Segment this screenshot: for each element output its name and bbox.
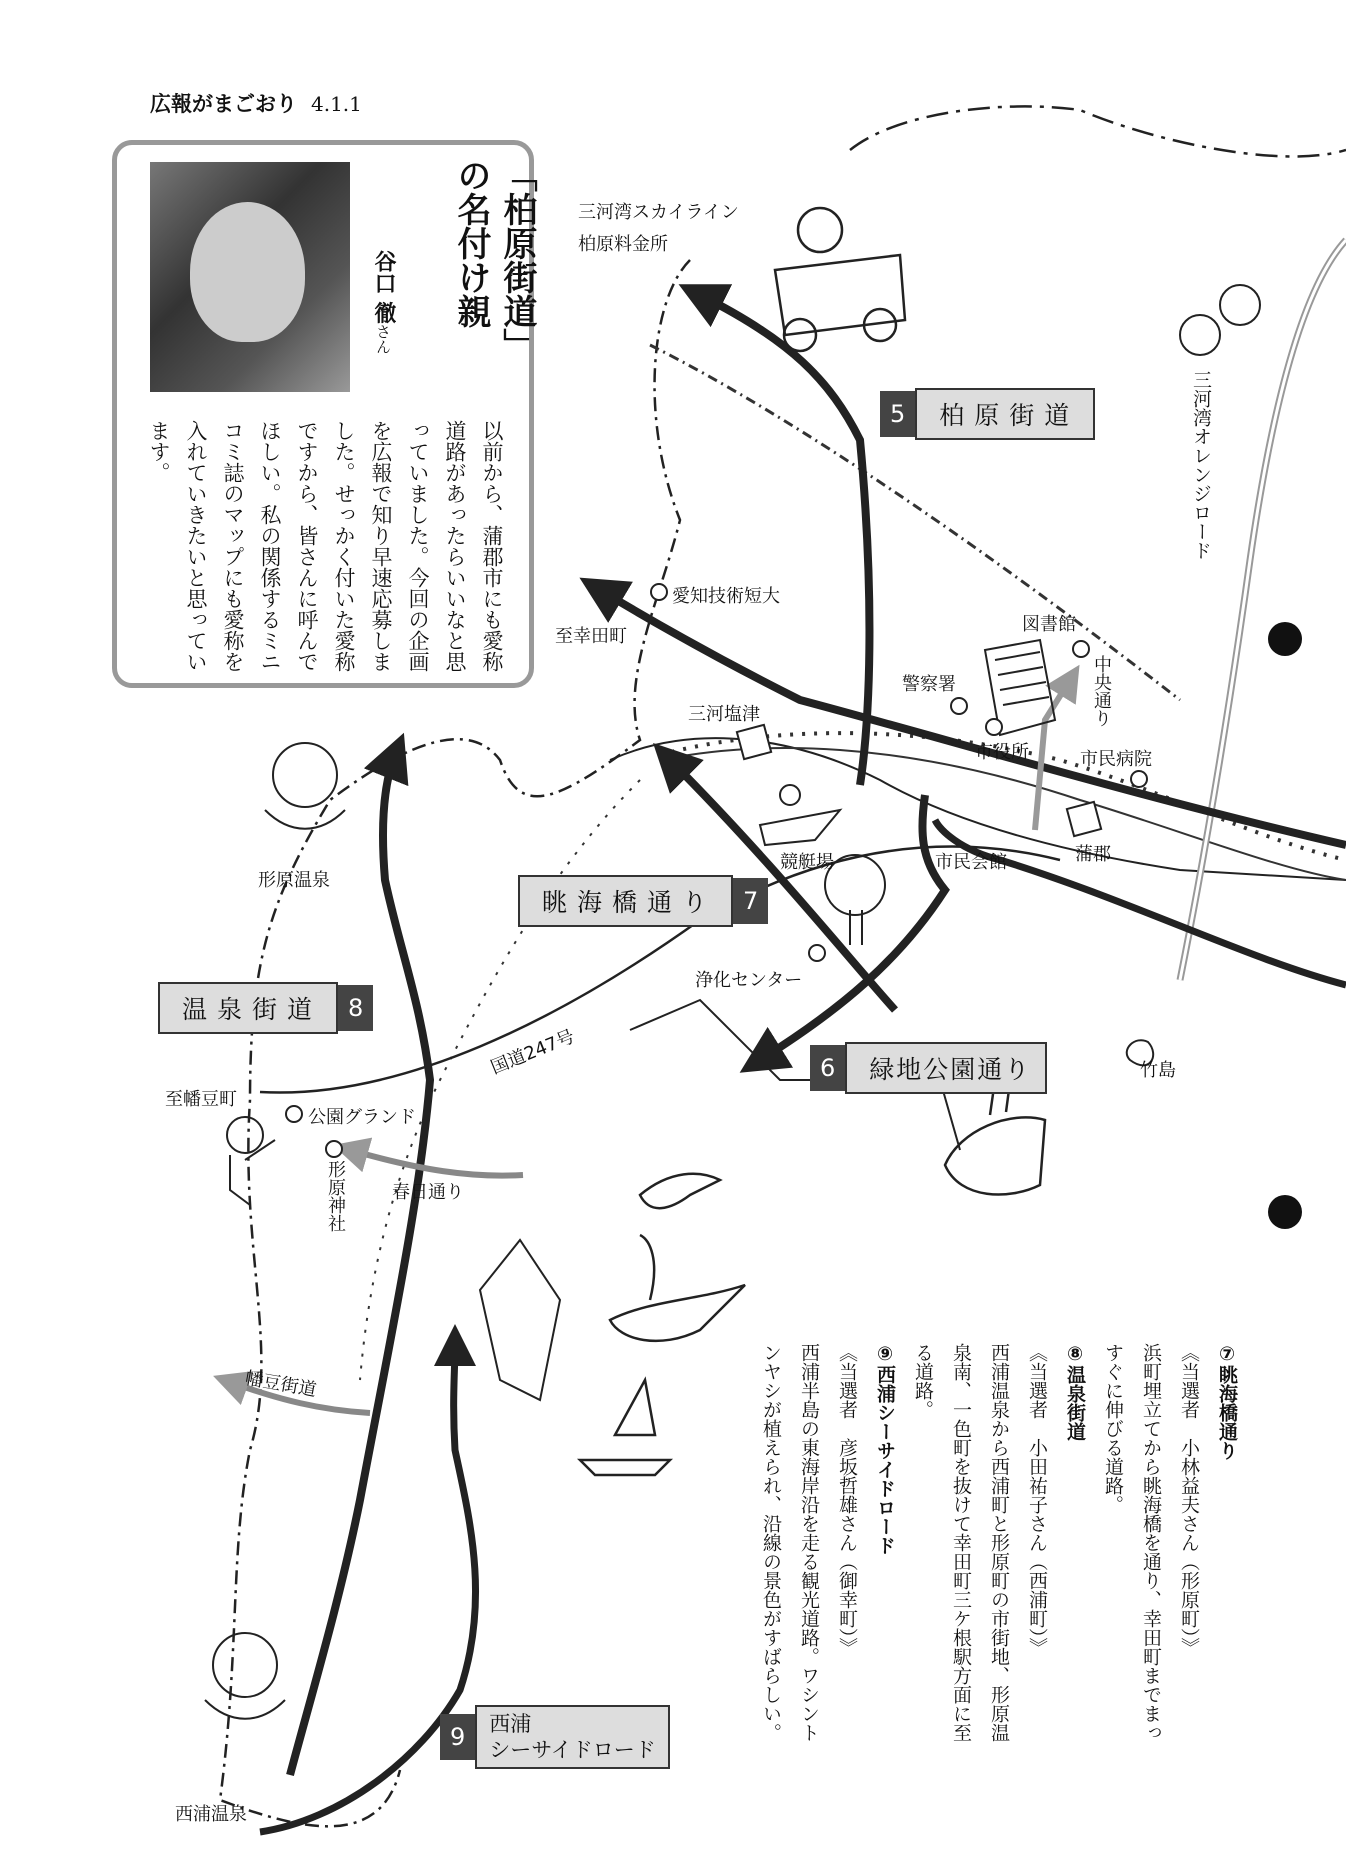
label-library: 図書館 (1022, 614, 1076, 635)
car-illustration (775, 208, 905, 351)
label-takeshima: 竹島 (1140, 1060, 1176, 1081)
profile-body: 以前から、蒲郡市にも愛称道路があったらいいなと思っていました。今回の企画を広報で知り早速応募しました。せっかく付いた愛称ですから、皆さんに呼んでほしい。私の関係するミニコミ誌のマップにも愛称を入れていきたいと思っています。 (147, 420, 504, 672)
label-katahara-onsen: 形原温泉 (258, 870, 330, 891)
label-tollgate: 柏原料金所 (578, 234, 668, 255)
park-ground-marker (285, 1105, 303, 1123)
road-7-label[interactable] (518, 875, 768, 927)
label-police: 警察署 (902, 674, 956, 695)
label-purification: 浄化センター (695, 970, 803, 991)
purification-marker (808, 944, 826, 962)
road-6-east (935, 820, 1346, 985)
road-9-label[interactable] (440, 1705, 670, 1769)
label-shiotsu: 三河塩津 (688, 704, 760, 725)
label-nishiura-onsen: 西浦温泉 (175, 1804, 247, 1825)
shiotsu-station (737, 725, 771, 759)
gamagori-station (1067, 802, 1101, 836)
road-6-number: 6 (810, 1045, 845, 1091)
desc-7-text: 浜町埋立てから眺海橋を通り、幸田町までまっすぐに伸びる道路。 (1102, 1343, 1162, 1742)
label-gamagori: 蒲郡 (1075, 844, 1111, 865)
road-6-line (760, 795, 945, 1060)
road-7-number: 7 (733, 878, 768, 924)
label-kasuga: 春日通り (392, 1182, 464, 1203)
desc-8-winner: 《当選者 小田祐子さん（西浦町）》 (1026, 1343, 1048, 1657)
aichi-tech-marker (650, 583, 668, 601)
label-park-ground: 公園グランド (308, 1107, 416, 1128)
label-katahara-shrine: 形原神社 (325, 1160, 346, 1232)
hospital-marker (1130, 770, 1148, 788)
baseball-player-illustration (227, 1117, 275, 1205)
city-hall-marker (985, 718, 1003, 736)
road-9-name: 西浦 シーサイドロード (475, 1705, 670, 1769)
desc-7-title: ⑦眺海橋通り (1216, 1343, 1238, 1460)
profile-name: 谷口 徹さん (371, 250, 396, 354)
shrine-marker (325, 1140, 343, 1158)
label-chuo: 中央通り (1091, 655, 1112, 727)
desc-9-title: ⑨西浦シーサイドロード (874, 1343, 896, 1555)
profile-title: 「柏原街道」の名付け親 (451, 158, 537, 362)
label-civic-hall: 市民会館 (935, 852, 1007, 873)
issue-number: 4.1.1 (311, 92, 362, 116)
person-katahara-illustration (265, 743, 345, 829)
boat-illustration (760, 785, 840, 845)
bird-illustration-large (610, 1235, 745, 1341)
road-8-label[interactable] (158, 982, 373, 1034)
road-8-line (290, 755, 430, 1775)
road-9-number: 9 (440, 1714, 475, 1760)
orange-illustration (1180, 285, 1260, 355)
label-boat: 競艇場 (780, 852, 834, 873)
kasuga-road-line (350, 1150, 523, 1176)
binder-hole-top (1268, 622, 1302, 656)
desc-8-text: 西浦温泉から西浦町と形原町の市街地、形原温泉南、一色町を抜けて幸田町三ケ根駅方面に至る道路。 (912, 1343, 1010, 1742)
desc-9-winner: 《当選者 彦坂哲雄さん（御幸町）》 (836, 1343, 858, 1657)
police-marker (950, 697, 968, 715)
island-outline (480, 1240, 560, 1400)
label-to-hazu: 至幡豆町 (165, 1089, 237, 1110)
coastline (850, 106, 1346, 156)
binder-hole-bottom (1268, 1195, 1302, 1229)
label-aichi-tech: 愛知技術短大 (672, 586, 780, 607)
sailboat-illustration (580, 1380, 670, 1475)
label-to-kota: 至幸田町 (555, 626, 627, 647)
road-6-label[interactable] (810, 1042, 1047, 1094)
road-8-number: 8 (338, 985, 373, 1031)
tree-illustration (825, 855, 885, 945)
road-6-name: 緑地公園通り (845, 1042, 1047, 1094)
label-route-247: 国道247号 (487, 1026, 578, 1079)
road-5-name: 柏原街道 (915, 388, 1095, 440)
road-5-label[interactable] (880, 388, 1095, 440)
label-skyline: 三河湾スカイライン (578, 202, 739, 223)
bird-illustration-small (640, 1174, 720, 1208)
desc-8-title: ⑧温泉街道 (1064, 1343, 1086, 1441)
person-nishiura-illustration (205, 1633, 285, 1719)
label-hospital: 市民病院 (1080, 749, 1152, 770)
label-city-hall: 市役所 (975, 742, 1029, 763)
desc-9-text: 西浦半島の東海岸沿を走る観光道路。ワシントンヤシが植えられ、沿線の景色がすばらしい。 (760, 1343, 820, 1742)
label-orange-road: 三河湾オレンジロード (1190, 370, 1212, 560)
road-8-name: 温泉街道 (158, 982, 338, 1034)
newsletter-title: 広報がまごおり (150, 92, 297, 116)
portrait-photo (150, 162, 350, 392)
road-5-number: 5 (880, 391, 915, 437)
road-descriptions (752, 1343, 1246, 1743)
desc-7-winner: 《当選者 小林益夫さん（形原町）》 (1178, 1343, 1200, 1657)
ship-illustration (945, 1080, 1045, 1195)
page-header (150, 88, 362, 118)
road-7-name: 眺海橋通り (518, 875, 733, 927)
label-hazu-kaido: 幡豆街道 (243, 1367, 319, 1402)
